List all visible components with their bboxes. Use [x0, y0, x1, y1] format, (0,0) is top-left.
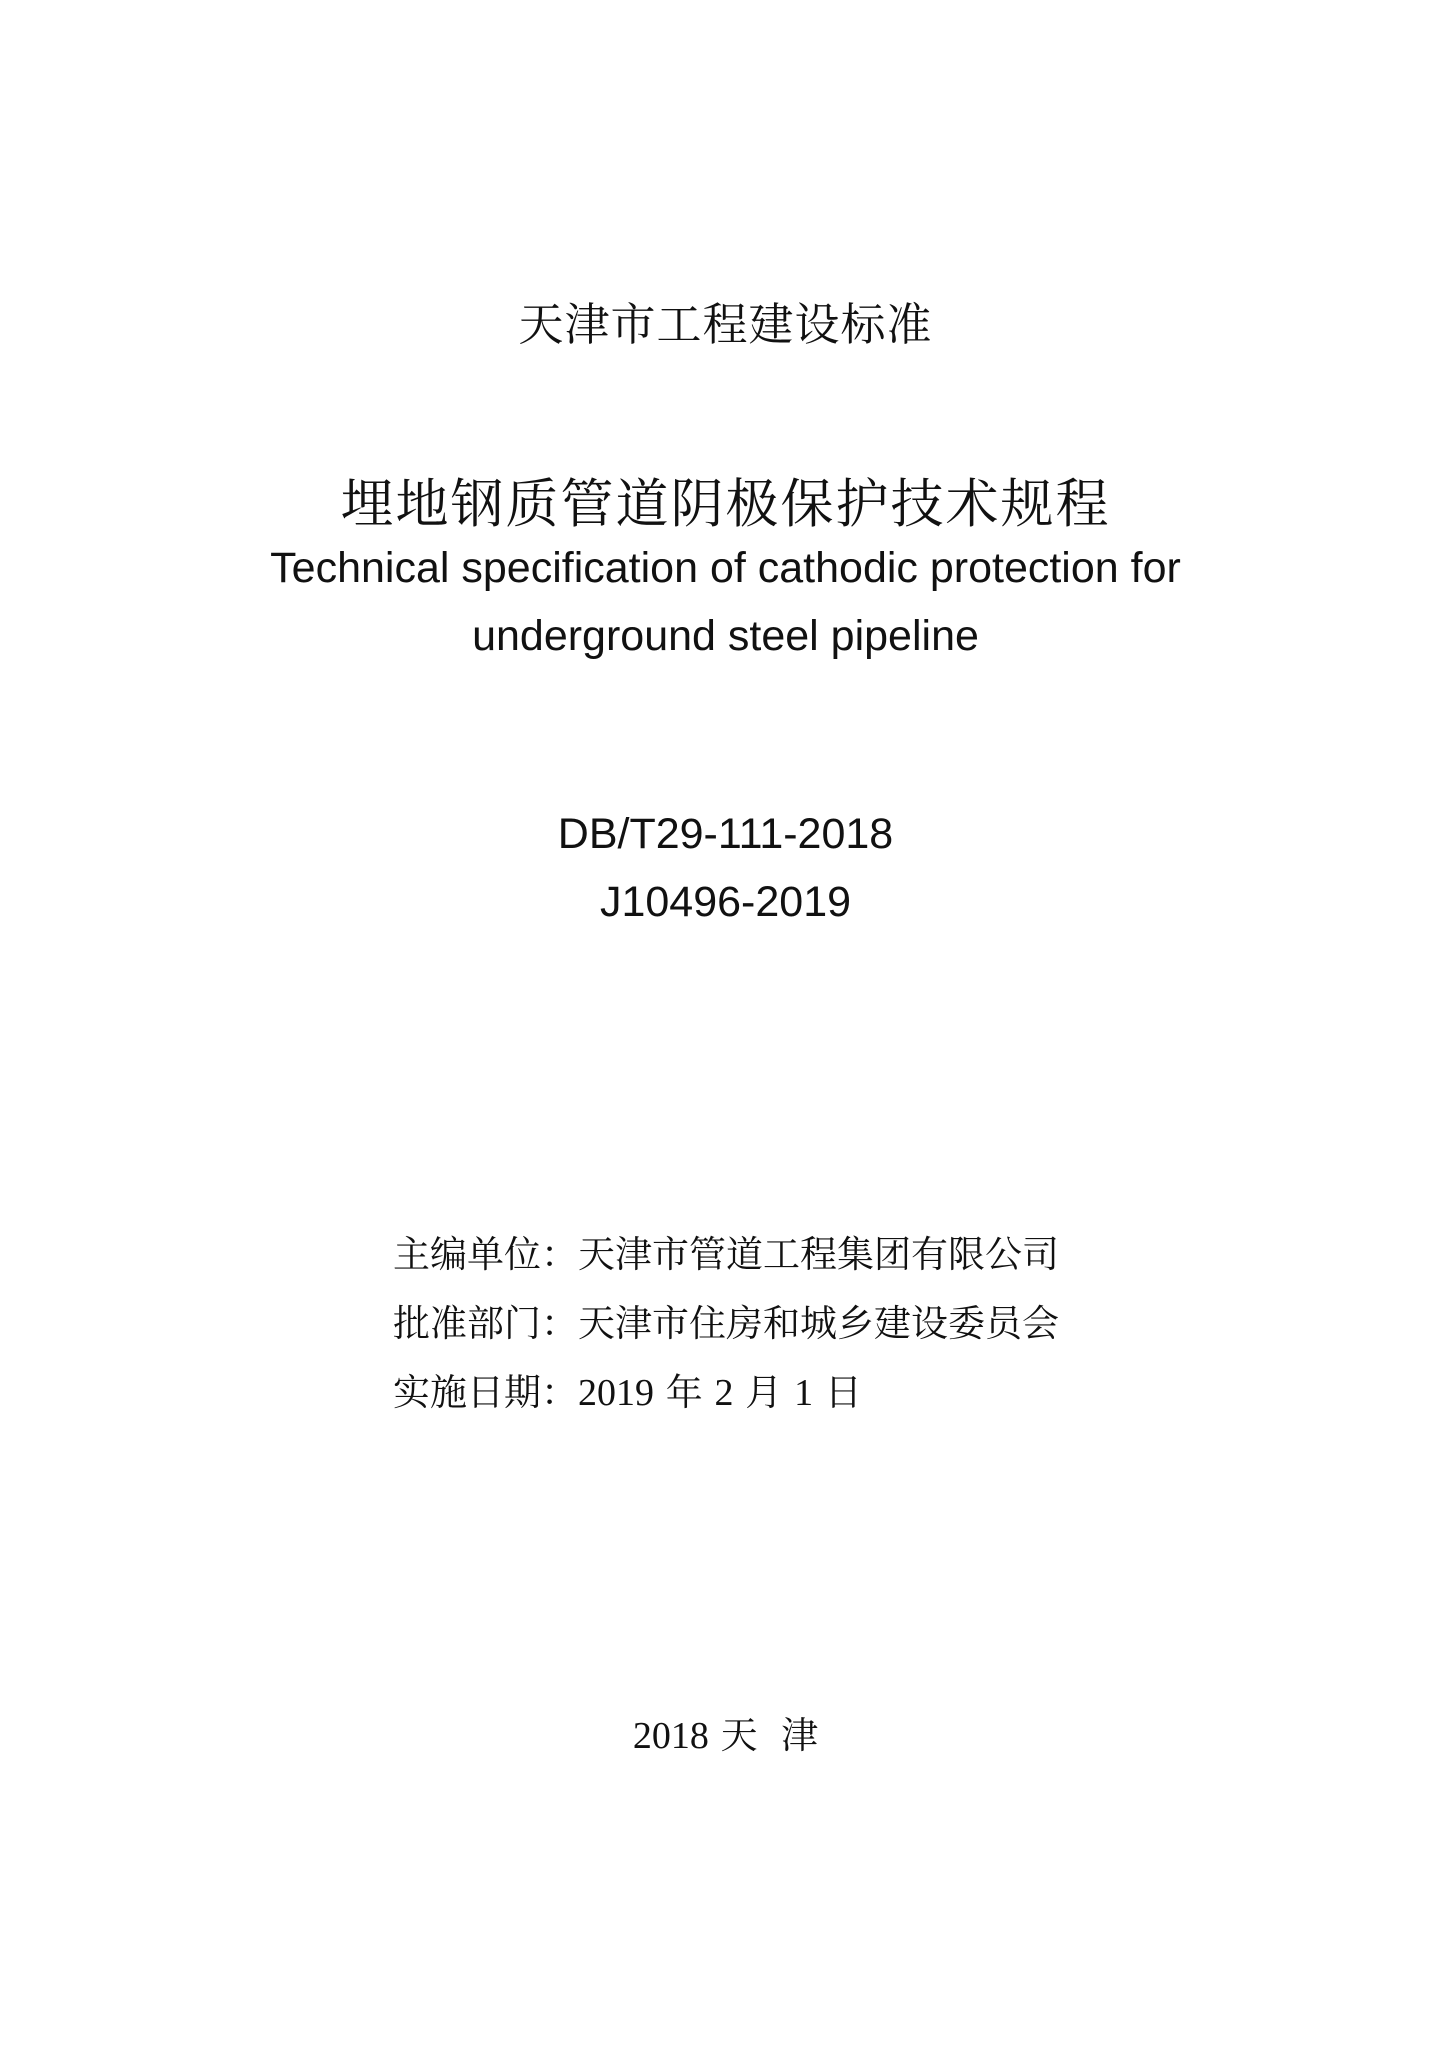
- document-title-chinese: 埋地钢质管道阴极保护技术规程: [340, 474, 1111, 535]
- document-title-english-line-1: Technical specification of cathodic protection for: [270, 544, 1181, 592]
- record-code: J10496-2019: [599, 878, 852, 926]
- standard-code: DB/T29-111-2018: [557, 810, 894, 858]
- effective-date-label: 实施日期：: [393, 1371, 578, 1414]
- effective-year: 2019: [578, 1372, 654, 1414]
- series-title: 天津市工程建设标准: [518, 298, 933, 351]
- document-title-english-line-2: underground steel pipeline: [472, 612, 979, 660]
- footer-year: 2018: [632, 1715, 709, 1757]
- footer-place: 天 津: [708, 1714, 819, 1757]
- publication-footer: [0, 1705, 1451, 1759]
- effective-day: 1: [794, 1372, 814, 1414]
- effective-day-unit: 日: [813, 1371, 862, 1414]
- effective-year-unit: 年: [654, 1371, 715, 1414]
- approval-department: 批准部门：天津市住房和城乡建设委员会: [393, 1302, 1059, 1345]
- editor-unit: 主编单位：天津市管道工程集团有限公司: [393, 1233, 1059, 1276]
- effective-month: 2: [714, 1372, 734, 1414]
- effective-date: [393, 1362, 862, 1416]
- effective-month-unit: 月: [733, 1371, 795, 1414]
